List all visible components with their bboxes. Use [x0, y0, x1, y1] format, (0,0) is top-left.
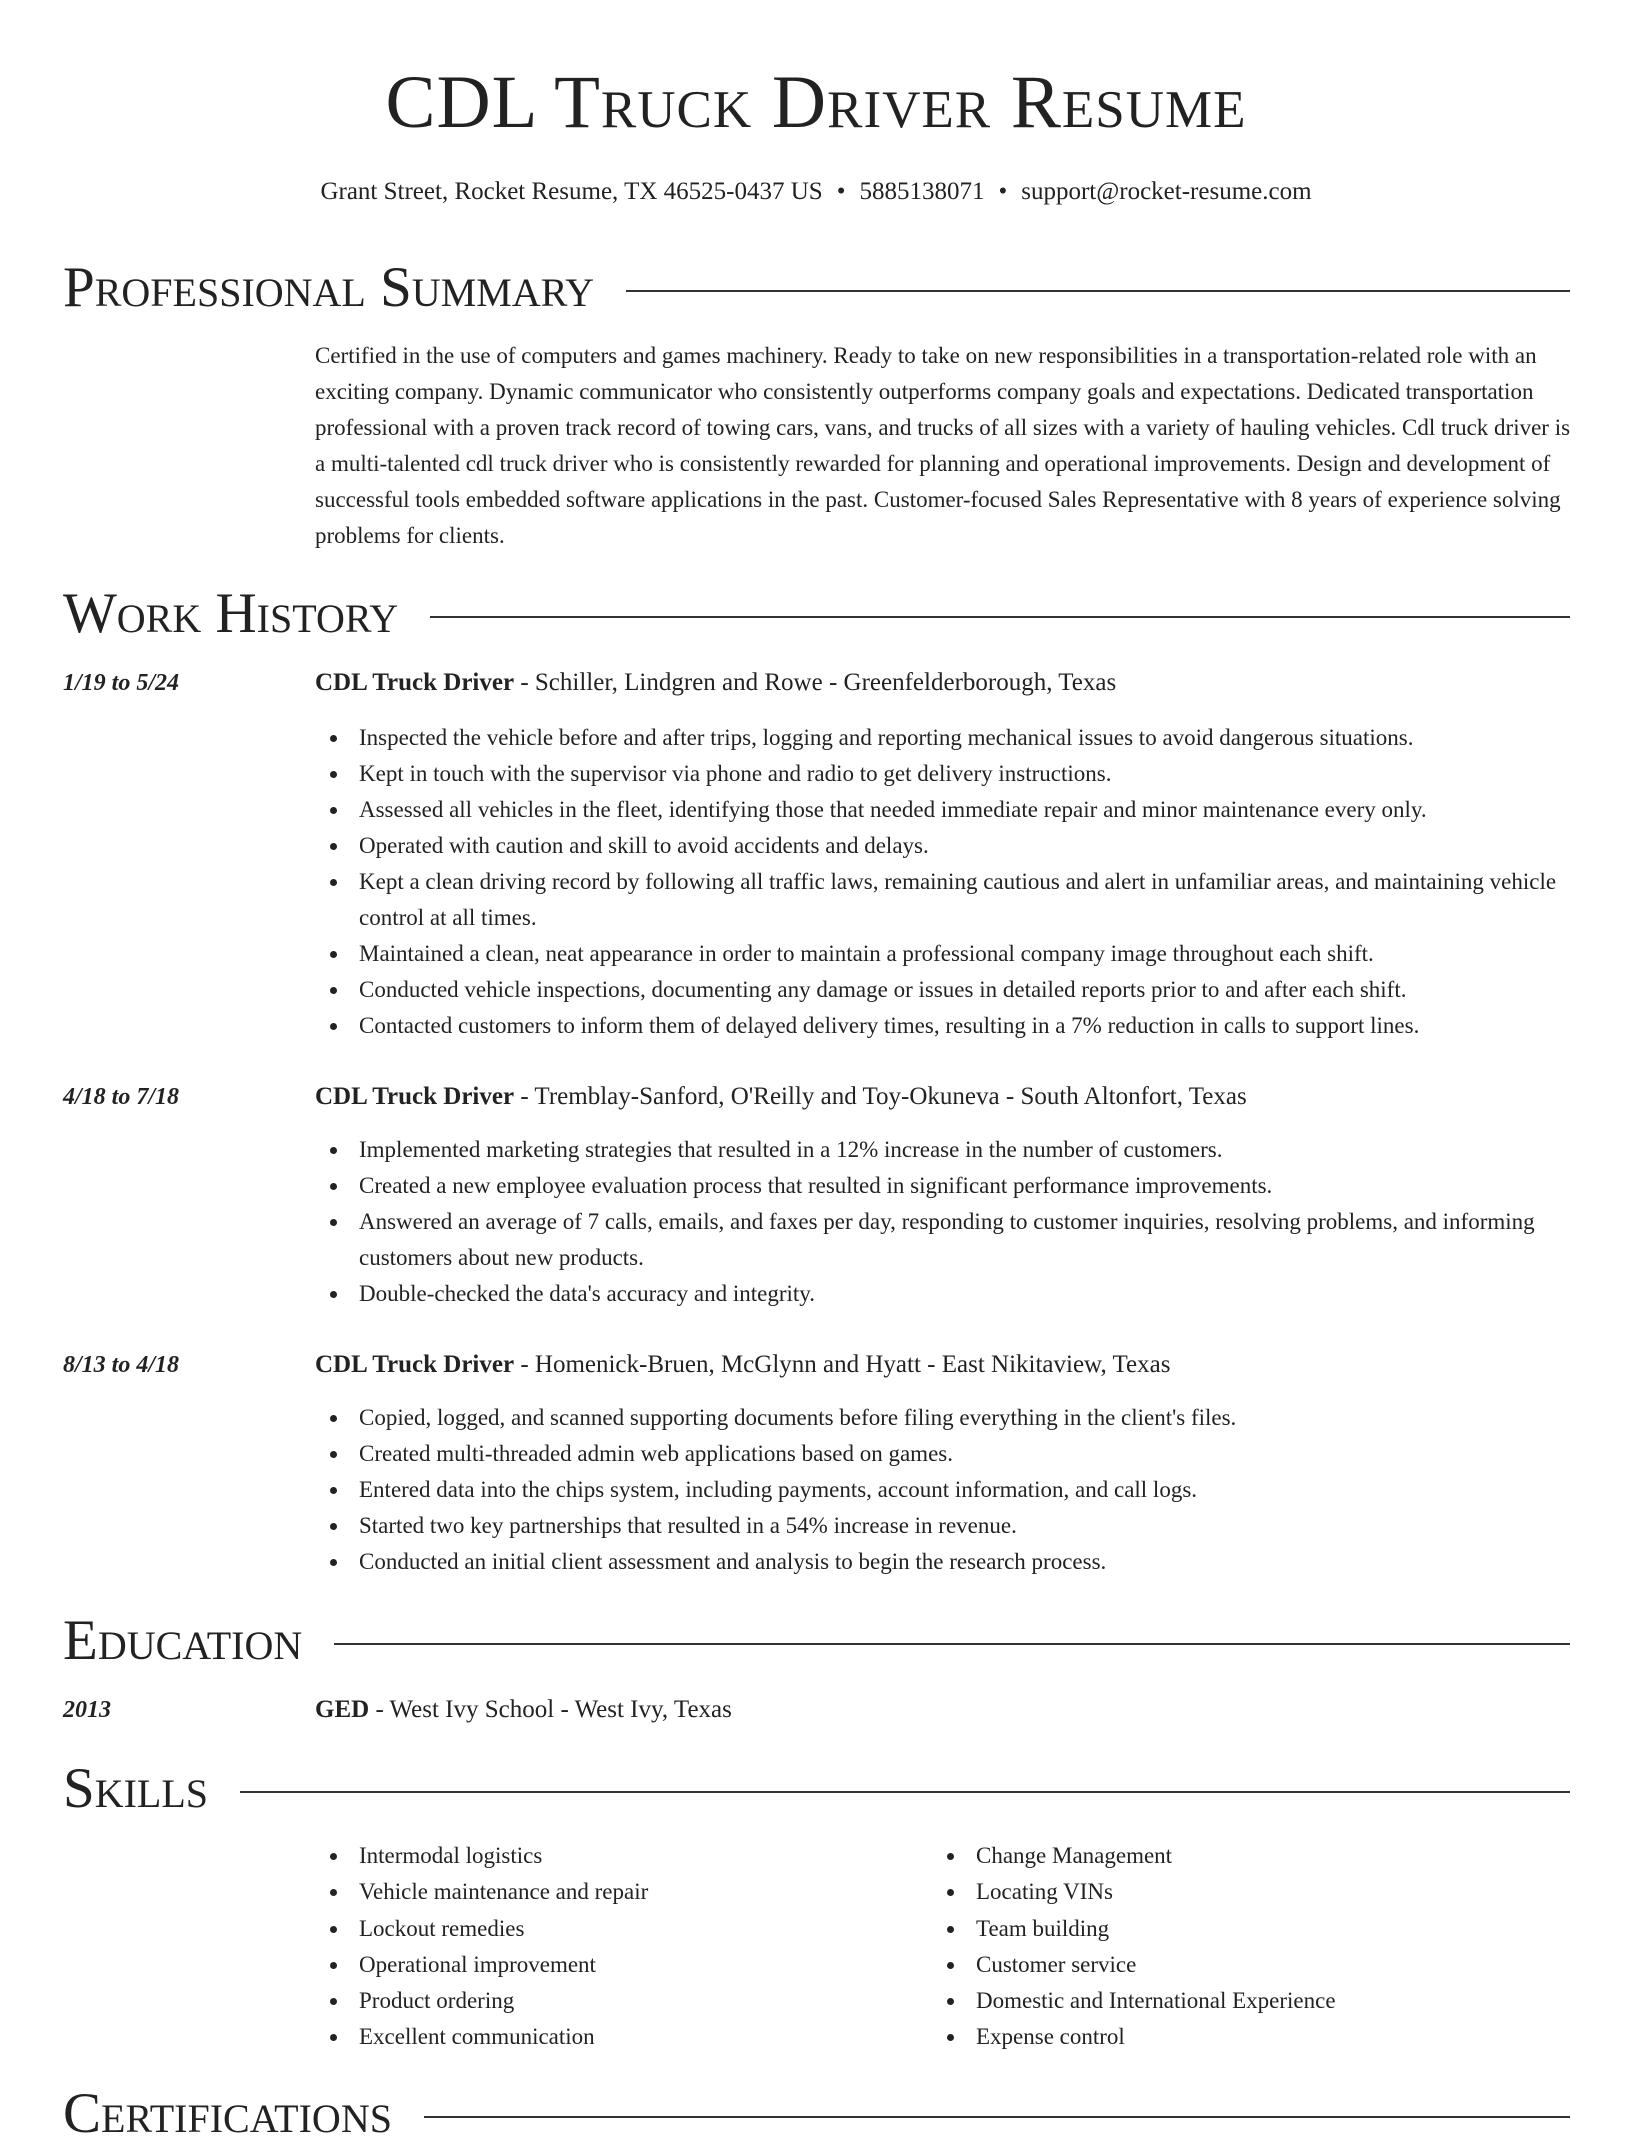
- job-date: 8/13 to 4/18: [63, 1352, 180, 1378]
- contact-address: Grant Street, Rocket Resume, TX 46525-0437 US: [320, 178, 823, 205]
- job-title: [315, 1348, 1575, 1382]
- skills-list-right: [932, 1838, 1532, 2056]
- section-divider: [626, 290, 1570, 292]
- work-heading: Work History: [63, 582, 399, 645]
- summary-heading: Professional Summary: [63, 256, 595, 319]
- skill-item: Team building: [932, 1911, 1532, 1947]
- job-title: [315, 666, 1575, 700]
- education-details: - West Ivy School - West Ivy, Texas: [369, 1696, 732, 1723]
- job-role: CDL Truck Driver: [315, 1351, 515, 1378]
- list-item: Implemented marketing strategies that resulted in a 12% increase in the number of customers.: [315, 1132, 1575, 1168]
- list-item: Started two key partnerships that resulted in a 54% increase in revenue.: [315, 1508, 1575, 1544]
- skill-item: Customer service: [932, 1947, 1532, 1983]
- section-divider: [430, 616, 1570, 618]
- list-item: Inspected the vehicle before and after trips, logging and reporting mechanical issues to avoid dangerous situations.: [315, 720, 1575, 756]
- summary-text: Certified in the use of computers and games machinery. Ready to take on new responsibilities in a transportation-related role with an exciting company. Dynamic communicator who consistently outperforms company goals and expectations. Dedicated transportation professional with a proven track record of towing cars, vans, and trucks of all sizes with a variety of hauling vehicles. Cdl truck driver is a multi-talented cdl truck driver who is consistently rewarded for planning and operational improvements. Design and development of successful tools embedded software applications in the past. Customer-focused Sales Representative with 8 years of experience solving problems for clients.: [315, 343, 1571, 548]
- education-heading: Education: [63, 1609, 303, 1672]
- skill-item: Lockout remedies: [315, 1911, 915, 1947]
- list-item: Copied, logged, and scanned supporting documents before filing everything in the client's files.: [315, 1400, 1575, 1436]
- job-date: 1/19 to 5/24: [63, 670, 180, 696]
- skills-heading: Skills: [63, 1757, 209, 1820]
- job-date: 4/18 to 7/18: [63, 1084, 180, 1110]
- contact-email: support@rocket-resume.com: [1021, 178, 1312, 205]
- skill-item: Vehicle maintenance and repair: [315, 1874, 915, 1910]
- list-item: Operated with caution and skill to avoid accidents and delays.: [315, 828, 1575, 864]
- skill-item: Excellent communication: [315, 2019, 915, 2055]
- list-item: Kept a clean driving record by following all traffic laws, remaining cautious and alert in unfamiliar areas, and maintaining vehicle control at all times.: [315, 864, 1575, 936]
- list-item: Double-checked the data's accuracy and integrity.: [315, 1276, 1575, 1312]
- skill-item: Change Management: [932, 1838, 1532, 1874]
- education-section-heading: [63, 1609, 1570, 1673]
- work-section-heading: [63, 582, 1570, 646]
- list-item: Maintained a clean, neat appearance in order to maintain a professional company image throughout each shift.: [315, 936, 1575, 972]
- education-degree: GED: [315, 1696, 370, 1723]
- job-details: - Tremblay-Sanford, O'Reilly and Toy-Okuneva - South Altonfort, Texas: [514, 1083, 1247, 1110]
- list-item: Kept in touch with the supervisor via phone and radio to get delivery instructions.: [315, 756, 1575, 792]
- education-date: 2013: [63, 1697, 111, 1723]
- summary-section-heading: [63, 256, 1570, 320]
- job-bullets: [315, 720, 1575, 1044]
- contact-line: [0, 175, 1632, 209]
- resume-title: CDL Truck Driver Resume: [385, 61, 1247, 144]
- certifications-section-heading: [63, 2082, 1570, 2146]
- section-divider: [240, 1791, 1570, 1793]
- job-details: - Schiller, Lindgren and Rowe - Greenfelderborough, Texas: [514, 669, 1117, 696]
- certifications-heading: Certifications: [63, 2082, 392, 2145]
- job-role: CDL Truck Driver: [315, 669, 515, 696]
- list-item: Conducted vehicle inspections, documenting any damage or issues in detailed reports prior to and after each shift.: [315, 972, 1575, 1008]
- skill-item: Domestic and International Experience: [932, 1983, 1532, 2019]
- list-item: Answered an average of 7 calls, emails, and faxes per day, responding to customer inquiries, resolving problems, and informing customers about new products.: [315, 1204, 1575, 1276]
- skills-section-heading: [63, 1757, 1570, 1821]
- skill-item: Product ordering: [315, 1983, 915, 2019]
- skill-item: Operational improvement: [315, 1947, 915, 1983]
- job-role: CDL Truck Driver: [315, 1083, 515, 1110]
- job-title: [315, 1080, 1575, 1114]
- section-divider: [334, 1643, 1570, 1645]
- list-item: Created multi-threaded admin web applications based on games.: [315, 1436, 1575, 1472]
- list-item: Contacted customers to inform them of delayed delivery times, resulting in a 7% reduction in calls to support lines.: [315, 1008, 1575, 1044]
- skills-list-left: [315, 1838, 915, 2056]
- job-bullets: [315, 1400, 1575, 1580]
- contact-separator: •: [836, 178, 846, 205]
- education-title: [315, 1693, 1575, 1727]
- contact-separator: •: [998, 178, 1008, 205]
- contact-phone: 5885138071: [859, 178, 985, 205]
- section-divider: [424, 2116, 1570, 2118]
- skill-item: Locating VINs: [932, 1874, 1532, 1910]
- list-item: Entered data into the chips system, including payments, account information, and call logs.: [315, 1472, 1575, 1508]
- list-item: Conducted an initial client assessment and analysis to begin the research process.: [315, 1544, 1575, 1580]
- skill-item: Expense control: [932, 2019, 1532, 2055]
- job-details: - Homenick-Bruen, McGlynn and Hyatt - East Nikitaview, Texas: [514, 1351, 1171, 1378]
- list-item: Assessed all vehicles in the fleet, identifying those that needed immediate repair and minor maintenance every only.: [315, 792, 1575, 828]
- job-bullets: [315, 1132, 1575, 1312]
- skill-item: Intermodal logistics: [315, 1838, 915, 1874]
- list-item: Created a new employee evaluation process that resulted in significant performance improvements.: [315, 1168, 1575, 1204]
